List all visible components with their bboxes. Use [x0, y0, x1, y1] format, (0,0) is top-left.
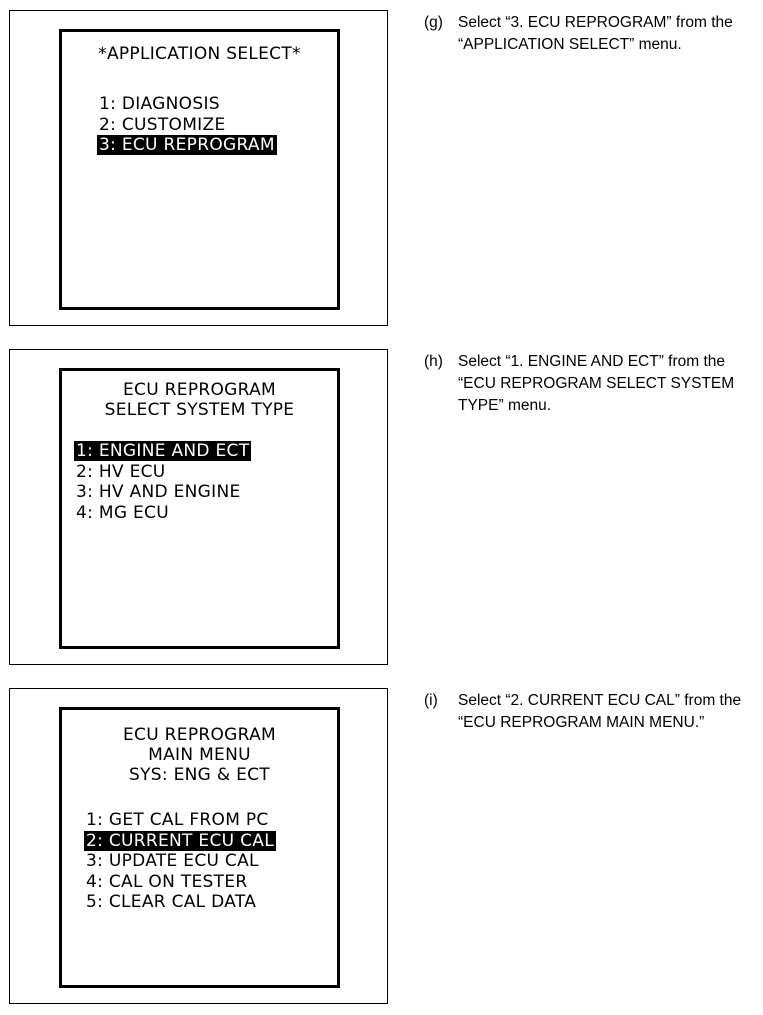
menu-item-diagnosis[interactable] — [97, 94, 337, 115]
menu-list — [74, 441, 337, 523]
screen-title-line-1: ECU REPROGRAM — [123, 725, 276, 745]
menu-item-mg-ecu[interactable] — [74, 503, 337, 524]
screen-title-line-2: SELECT SYSTEM TYPE — [104, 400, 295, 420]
menu-item-engine-and-ect[interactable] — [74, 441, 337, 462]
menu-item-hv-and-engine[interactable] — [74, 482, 337, 503]
menu-item-label: 2: HV ECU — [76, 461, 166, 482]
menu-item-current-ecu-cal[interactable] — [84, 831, 337, 852]
step-instruction: Select “1. ENGINE AND ECT” from the “ECU REPROGRAM SELECT SYSTEM TYPE” menu. — [458, 353, 735, 414]
menu-item-get-cal-from-pc[interactable] — [84, 810, 337, 831]
screen-title-block — [62, 44, 337, 64]
menu-item-label: 4: MG ECU — [76, 502, 169, 523]
screen-figure-frame — [9, 349, 388, 665]
menu-item-label: 1: GET CAL FROM PC — [86, 810, 269, 830]
menu-item-label: 3: HV AND ENGINE — [76, 482, 241, 502]
screen-figure-frame — [9, 688, 388, 1004]
screen-title-block — [62, 725, 337, 785]
screen-title-line-2: MAIN MENU — [148, 745, 251, 765]
menu-item-label: 1: DIAGNOSIS — [99, 94, 220, 114]
step-letter: (h) — [424, 353, 443, 370]
step-letter: (i) — [424, 692, 438, 709]
menu-list — [84, 810, 337, 913]
screen-figure-frame — [9, 10, 388, 326]
tester-screen — [59, 29, 340, 310]
screen-title: *APPLICATION SELECT* — [98, 44, 301, 64]
menu-item-label: 1: ENGINE AND ECT — [76, 441, 250, 461]
menu-item-update-ecu-cal[interactable] — [84, 851, 337, 872]
menu-item-label: 3: ECU REPROGRAM — [99, 135, 275, 155]
screen-title-line-1: ECU REPROGRAM — [123, 380, 276, 400]
menu-item-clear-cal-data[interactable] — [84, 892, 337, 913]
step-letter: (g) — [424, 14, 443, 31]
menu-item-label: 3: UPDATE ECU CAL — [86, 851, 259, 871]
tester-screen — [59, 707, 340, 988]
menu-item-label: 2: CURRENT ECU CAL — [86, 830, 274, 851]
menu-item-customize[interactable] — [97, 115, 337, 136]
step-instruction: Select “3. ECU REPROGRAM” from the “APPLICATION SELECT” menu. — [458, 14, 733, 53]
menu-list — [97, 94, 337, 156]
screen-title-line-3: SYS: ENG & ECT — [129, 765, 270, 785]
menu-item-label: 2: CUSTOMIZE — [99, 114, 226, 135]
menu-item-label: 5: CLEAR CAL DATA — [86, 892, 257, 912]
menu-item-hv-ecu[interactable] — [74, 462, 337, 483]
menu-item-cal-on-tester[interactable] — [84, 872, 337, 893]
screen-title-block — [62, 380, 337, 420]
step-instruction: Select “2. CURRENT ECU CAL” from the “ECU REPROGRAM MAIN MENU.” — [458, 692, 742, 731]
menu-item-ecu-reprogram[interactable] — [97, 135, 337, 156]
tester-screen — [59, 368, 340, 649]
menu-item-label: 4: CAL ON TESTER — [86, 871, 248, 892]
